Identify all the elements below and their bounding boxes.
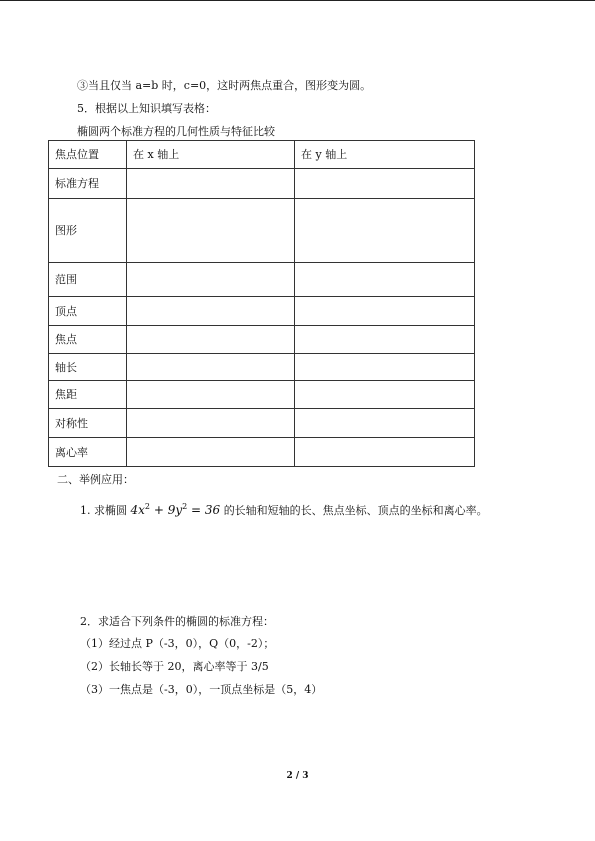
empty-cell[interactable] — [127, 326, 295, 354]
empty-cell[interactable] — [295, 354, 475, 381]
table-caption: 椭圆两个标准方程的几何性质与特征比较 — [77, 125, 275, 138]
header-rule — [0, 0, 595, 1]
empty-cell[interactable] — [295, 169, 475, 199]
table-row — [49, 263, 475, 297]
empty-cell[interactable] — [127, 169, 295, 199]
section-title: 二、举例应用： — [57, 473, 134, 486]
row-label: 标准方程 — [49, 169, 127, 199]
empty-cell[interactable] — [295, 381, 475, 409]
empty-cell[interactable] — [127, 263, 295, 297]
empty-cell[interactable] — [127, 381, 295, 409]
table-row — [49, 381, 475, 409]
empty-cell[interactable] — [127, 199, 295, 263]
empty-cell[interactable] — [295, 326, 475, 354]
table-row — [49, 409, 475, 438]
table-row — [49, 169, 475, 199]
ellipse-equation: $4x^2 + 9y^2 = 36$ — [130, 502, 221, 517]
question-2: 2．求适合下列条件的椭圆的标准方程： — [80, 615, 274, 628]
header-cell: 在 x 轴上 — [127, 141, 295, 169]
table-header-row — [49, 141, 475, 169]
row-label: 顶点 — [49, 297, 127, 326]
row-label: 对称性 — [49, 409, 127, 438]
empty-cell[interactable] — [295, 297, 475, 326]
instruction-line: 5．根据以上知识填写表格： — [77, 102, 216, 115]
comparison-table — [48, 140, 475, 467]
empty-cell[interactable] — [127, 354, 295, 381]
table-row — [49, 354, 475, 381]
row-label: 图形 — [49, 199, 127, 263]
empty-cell[interactable] — [295, 263, 475, 297]
table-row — [49, 297, 475, 326]
row-label: 轴长 — [49, 354, 127, 381]
empty-cell[interactable] — [127, 409, 295, 438]
row-label: 焦距 — [49, 381, 127, 409]
table-row — [49, 199, 475, 263]
question-2-part-2: （2）长轴长等于 20，离心率等于 3/5 — [80, 660, 269, 673]
row-label: 范围 — [49, 263, 127, 297]
empty-cell[interactable] — [295, 438, 475, 467]
header-cell: 焦点位置 — [49, 141, 127, 169]
page-number: 2 / 3 — [286, 771, 309, 781]
table-row — [49, 438, 475, 467]
table-row — [49, 326, 475, 354]
empty-cell[interactable] — [295, 199, 475, 263]
empty-cell[interactable] — [295, 409, 475, 438]
row-label: 离心率 — [49, 438, 127, 467]
question-2-part-1: （1）经过点 P（-3，0），Q（0，-2）； — [80, 637, 275, 650]
header-cell: 在 y 轴上 — [295, 141, 475, 169]
empty-cell[interactable] — [127, 297, 295, 326]
question-2-part-3: （3）一焦点是（-3，0），一顶点坐标是（5，4） — [80, 683, 323, 696]
row-label: 焦点 — [49, 326, 127, 354]
empty-cell[interactable] — [127, 438, 295, 467]
question-1 — [80, 500, 488, 518]
q1-suffix: 的长轴和短轴的长、焦点坐标、顶点的坐标和离心率。 — [223, 504, 488, 517]
q1-prefix: 1. 求椭圆 — [80, 504, 127, 517]
condition-line: ③当且仅当 a=b 时，c=0，这时两焦点重合，图形变为圆。 — [77, 79, 372, 92]
